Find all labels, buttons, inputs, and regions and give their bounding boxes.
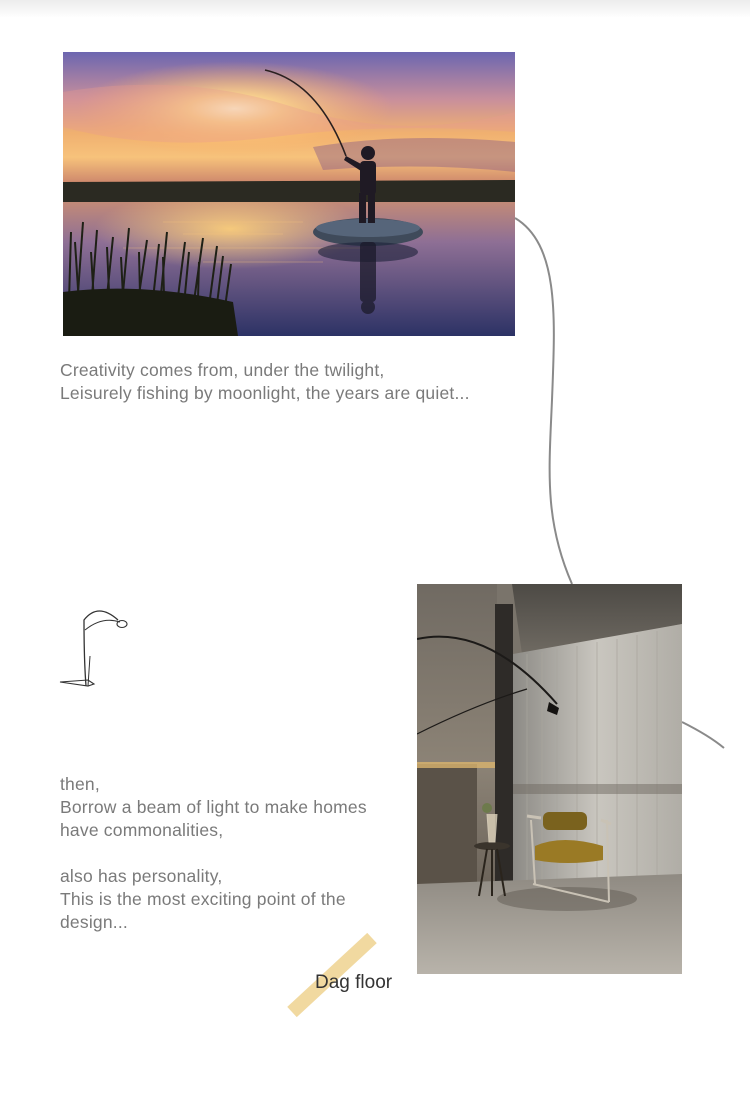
interior-room-photo [417,584,682,974]
caption-line: design... [60,912,128,932]
floor-lamp-sketch-icon [58,600,133,692]
product-tag [280,930,410,1025]
caption-line: Leisurely fishing by moonlight, the years are quiet... [60,383,470,403]
caption-line: Borrow a beam of light to make homes [60,797,367,817]
fishing-sunset-photo [63,52,515,336]
caption-design [60,773,367,934]
caption-fishing [60,359,470,405]
top-shadow [0,0,750,18]
caption-line: have commonalities, [60,820,224,840]
product-name: Dag floor [315,972,393,993]
caption-spacer [60,842,367,865]
caption-line: also has personality, [60,866,223,886]
caption-line: This is the most exciting point of the [60,889,346,909]
caption-line: Creativity comes from, under the twilight, [60,360,385,380]
caption-line: then, [60,774,100,794]
